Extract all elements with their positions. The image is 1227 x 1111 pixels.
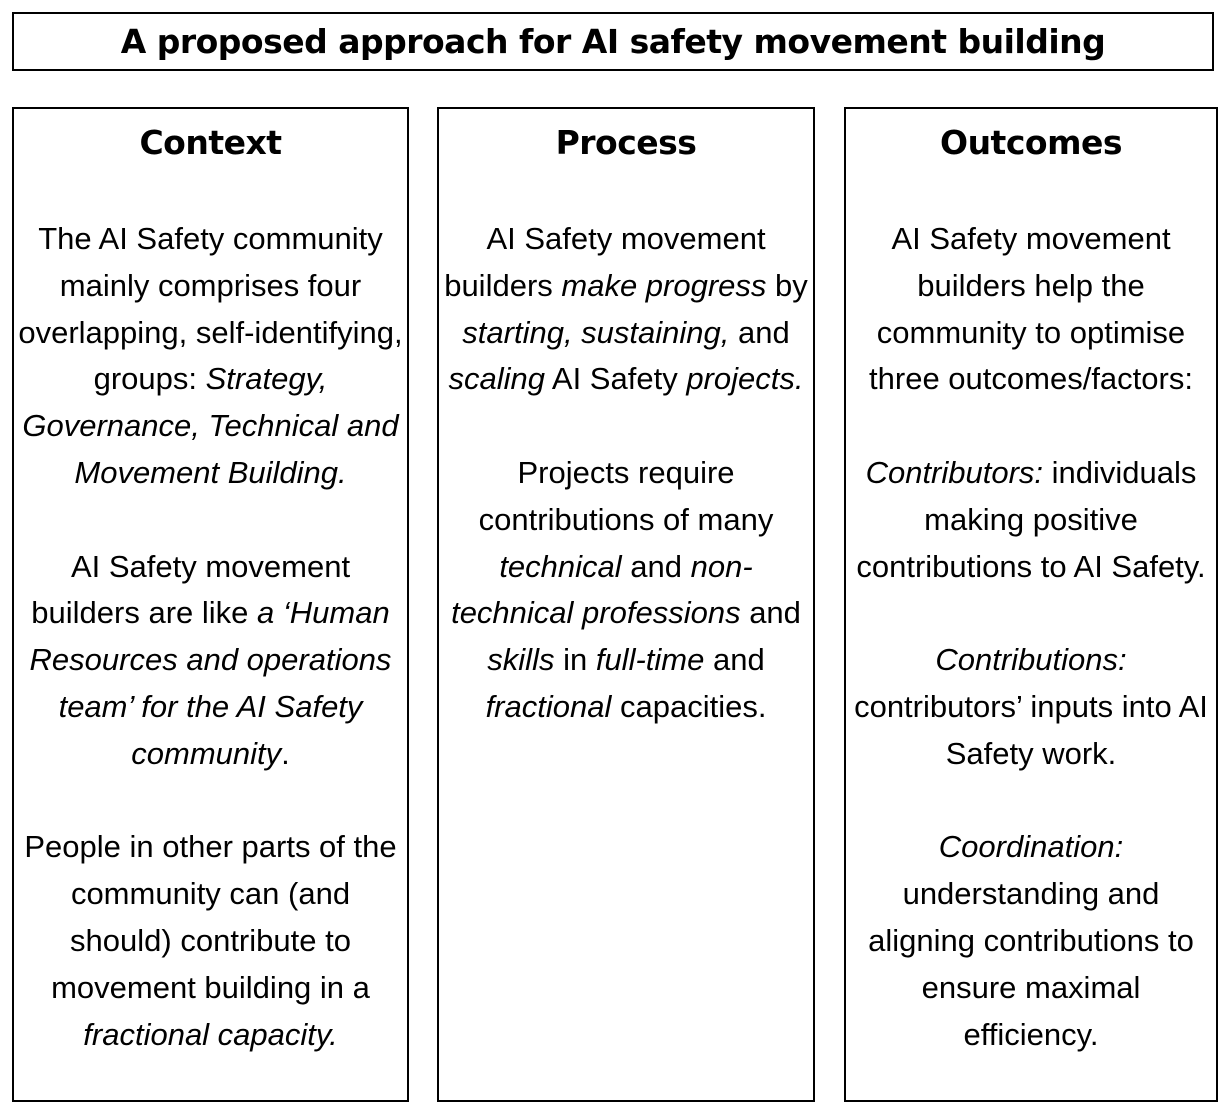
process-p2-e: and: [740, 595, 801, 631]
context-p3-fractional: fractional capacity.: [83, 1016, 338, 1052]
outcomes-paragraph-1: AI Safety movement builders help the community to optimise three outcomes/factors:: [869, 221, 1193, 397]
outcomes-contributions: [850, 637, 1212, 777]
coordination-term: Coordination:: [938, 829, 1124, 865]
outcomes-heading: Outcomes: [940, 123, 1122, 162]
contributions-definition: contributors’ inputs into AI Safety work.: [854, 688, 1208, 771]
process-p2-c: and: [621, 548, 691, 584]
process-p2-a: Projects require contributions of many: [478, 454, 774, 537]
context-body: [14, 216, 407, 1058]
context-p3-text: People in other parts of the community can (and should) contribute to movement building in a: [24, 829, 397, 1005]
process-p2-d: non-technical professions: [451, 548, 753, 631]
context-p2-end: .: [281, 735, 290, 771]
title-box: [12, 12, 1214, 71]
context-column: [12, 107, 409, 1102]
process-p1-d: starting, sustaining,: [462, 314, 730, 350]
context-p2-analogy: a ‘Human Resources and operations team’ for the AI Safety community: [29, 595, 392, 771]
context-p2-text: AI Safety movement builders are like: [31, 548, 351, 631]
process-p1-e: and: [729, 314, 790, 350]
context-paragraph-2: [18, 544, 403, 778]
process-p2-b: technical: [499, 548, 622, 584]
process-p1-g: AI Safety: [545, 361, 687, 397]
outcomes-coordination: [850, 824, 1212, 1058]
context-p1-groups: Strategy, Governance, Technical and Movement Building.: [22, 361, 399, 490]
process-p1-a: AI Safety movement builders: [444, 221, 766, 303]
process-p2-i: and: [704, 642, 765, 678]
process-p1-c: by: [766, 267, 808, 303]
contributors-term: Contributors:: [865, 454, 1044, 490]
context-p1-text: The AI Safety community mainly comprises four overlapping, self-identifying, groups:: [18, 221, 403, 397]
process-p2-f: skills: [487, 642, 555, 678]
process-paragraph-1: [443, 216, 809, 403]
context-heading: Context: [139, 123, 282, 162]
contributors-definition: individuals making positive contributions to AI Safety.: [856, 454, 1206, 584]
context-paragraph-3: [18, 824, 403, 1058]
process-p2-g: in: [554, 642, 596, 678]
process-body: [439, 216, 813, 731]
process-p2-k: capacities.: [611, 688, 767, 724]
contributions-term: Contributions:: [935, 642, 1127, 678]
page-title: A proposed approach for AI safety movement building: [120, 22, 1106, 61]
process-p1-h: projects.: [686, 361, 804, 397]
process-p1-b: make progress: [561, 267, 767, 303]
coordination-definition: understanding and aligning contributions to ensure maximal efficiency.: [868, 876, 1194, 1052]
process-p2-j: fractional: [485, 688, 612, 724]
outcomes-body: [846, 216, 1216, 1058]
process-column: [437, 107, 815, 1102]
process-p2-h: full-time: [595, 642, 705, 678]
outcomes-column: [844, 107, 1218, 1102]
outcomes-contributors: [850, 450, 1212, 590]
process-p1-f: scaling: [448, 361, 545, 397]
context-paragraph-1: [18, 216, 403, 497]
process-heading: Process: [555, 123, 697, 162]
process-paragraph-2: [443, 450, 809, 731]
